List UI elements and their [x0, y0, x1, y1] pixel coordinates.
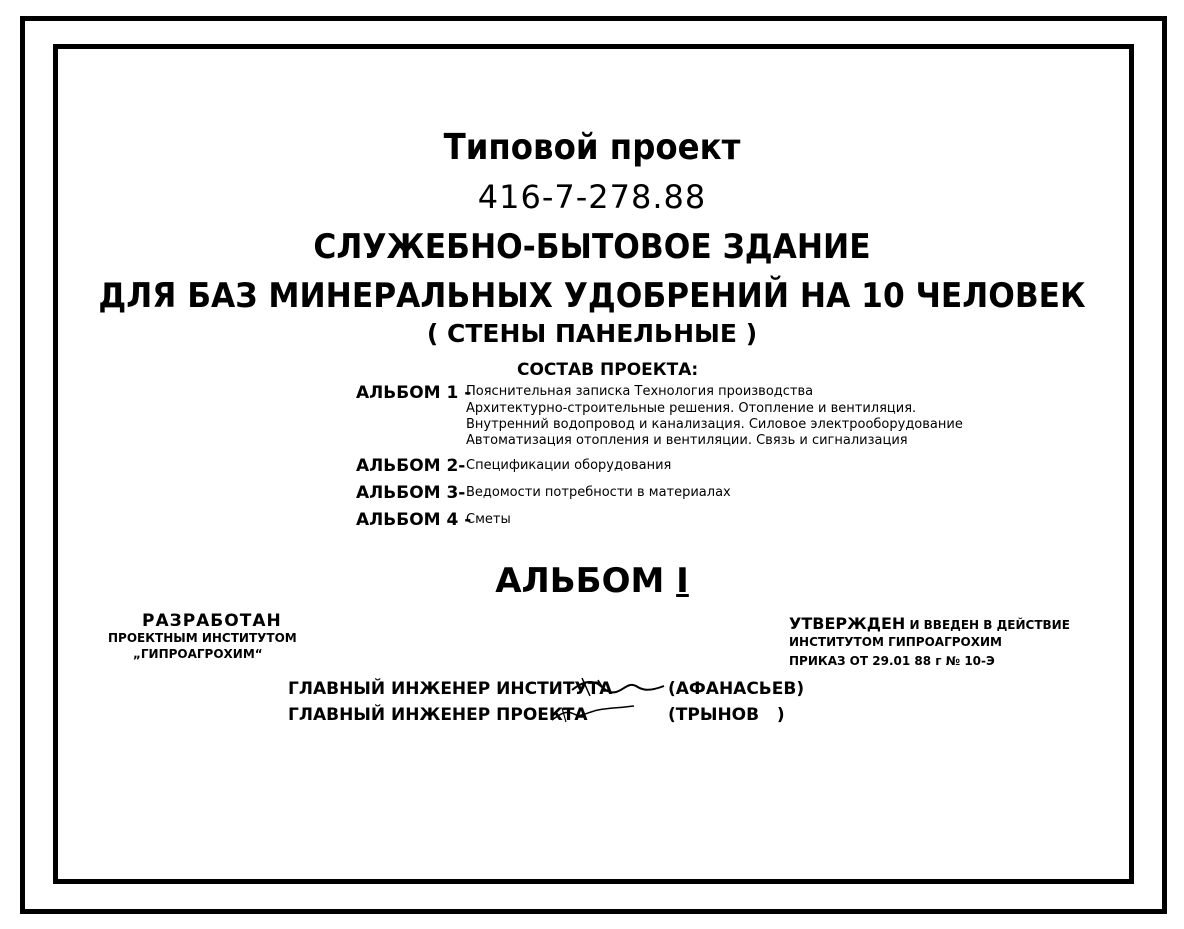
developed-line1: ПРОЕКТНЫМ ИНСТИТУТОМ: [108, 631, 297, 645]
project-number: 416-7-278.88: [477, 178, 707, 216]
album-title-number: I: [676, 561, 689, 601]
album-1-line-3: Внутренний водопровод и канализация. Силовое электрооборудование: [466, 417, 963, 432]
composition-heading: СОСТАВ ПРОЕКТА:: [517, 360, 699, 380]
signature-scribble-1: [568, 672, 668, 702]
album-2-label: АЛЬБОМ 2-: [356, 456, 466, 476]
signature-role-2: ГЛАВНЫЙ ИНЖЕНЕР ПРОЕКТА: [288, 705, 588, 725]
album-4-label: АЛЬБОМ 4 -: [356, 510, 472, 530]
album-title: [0, 561, 1184, 601]
approved-heading: [789, 614, 1070, 633]
album-1-line-4: Автоматизация отопления и вентиляции. Связь и сигнализация: [466, 433, 908, 448]
album-title-word: АЛЬБОМ: [495, 561, 665, 601]
album-3-label: АЛЬБОМ 3-: [356, 483, 466, 503]
album-1-line-2: Архитектурно-строительные решения. Отопление и вентиляция.: [466, 401, 917, 416]
signature-name-2: (ТРЫНОВ ): [668, 705, 785, 725]
building-title-line2: ДЛЯ БАЗ МИНЕРАЛЬНЫХ УДОБРЕНИЙ НА 10 ЧЕЛОВЕК: [98, 276, 1086, 316]
signature-name-1: (АФАНАСЬЕВ): [668, 679, 805, 699]
album-4-line-1: Сметы: [466, 512, 511, 527]
developed-heading: РАЗРАБОТАН: [142, 611, 282, 631]
approved-heading-main: УТВЕРЖДЕН: [789, 614, 906, 633]
signature-scribble-2: [548, 700, 638, 726]
document-title: Типовой проект: [443, 127, 741, 168]
subtitle: ( СТЕНЫ ПАНЕЛЬНЫЕ ): [426, 319, 758, 348]
signature-role-1: ГЛАВНЫЙ ИНЖЕНЕР ИНСТИТУТА: [288, 679, 613, 699]
building-title-line1: СЛУЖЕБНО-БЫТОВОЕ ЗДАНИЕ: [313, 227, 871, 267]
approved-line2: ПРИКАЗ ОТ 29.01 88 г № 10-Э: [789, 654, 995, 668]
album-2-line-1: Спецификации оборудования: [466, 458, 672, 473]
album-1-label: АЛЬБОМ 1 -: [356, 383, 472, 403]
approved-heading-rest: И ВВЕДЕН В ДЕЙСТВИЕ: [905, 618, 1070, 632]
developed-line2: „ГИПРОАГРОХИМ“: [133, 647, 263, 661]
album-3-line-1: Ведомости потребности в материалах: [466, 485, 731, 500]
album-1-line-1: Пояснительная записка Технология производства: [466, 384, 814, 399]
approved-line1: ИНСТИТУТОМ ГИПРОАГРОХИМ: [789, 635, 1002, 649]
